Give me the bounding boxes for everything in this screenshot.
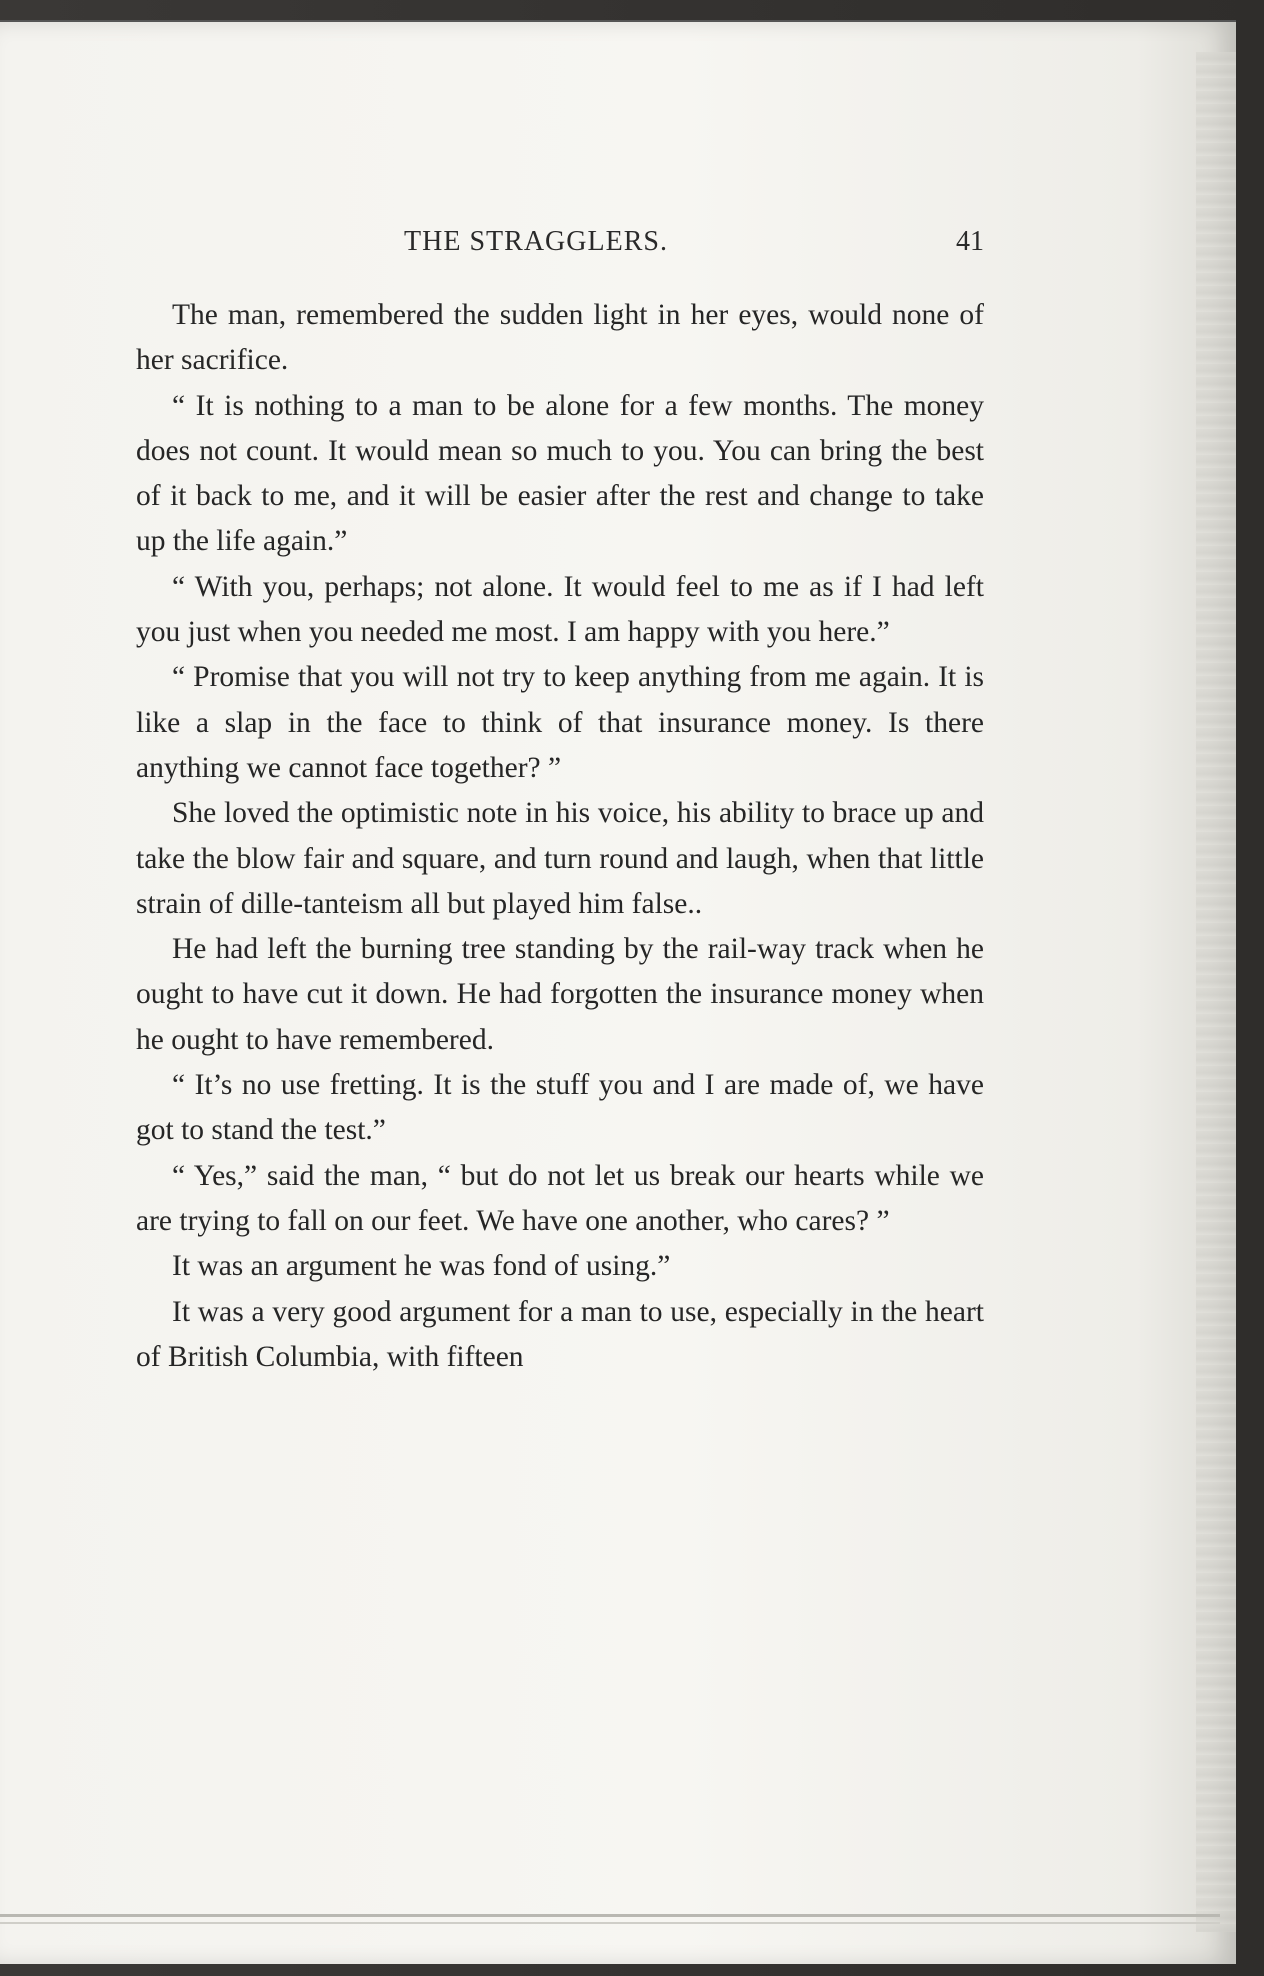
paragraph: She loved the optimistic note in his voice, his ability to brace up and take the blow fair and square, and turn round and laugh, when that little strain of dille-tanteism all but played him false.. [136, 797, 984, 920]
paragraph: “ It’s no use fretting. It is the stuff you and I are made of, we have got to stand the test.” [136, 1069, 984, 1147]
page-bottom-rule-secondary [0, 1922, 1220, 1924]
paragraph: “ Yes,” said the man, “ but do not let us break our hearts while we are trying to fall on our feet. We have one another, who cares? ” [136, 1159, 984, 1237]
paragraph: “ Promise that you will not try to keep anything from me again. It is like a slap in the face to think of that insurance money. Is there anything we cannot face together? ” [136, 661, 984, 784]
page-header [136, 226, 984, 266]
paragraph: It was a very good argument for a man to use, especially in the heart of British Columbia, with fifteen [136, 1295, 984, 1373]
paragraph: “ With you, perhaps; not alone. It would feel to me as if I had left you just when you needed me most. I am happy with you here.” [136, 570, 984, 649]
paragraph: The man, remembered the sudden light in her eyes, would none of her sacrifice. [136, 299, 984, 377]
page-number: 41 [956, 226, 984, 257]
body-text [136, 293, 984, 1380]
page-bottom-rule [0, 1914, 1220, 1917]
page-edge-shadow [1196, 52, 1236, 1932]
paragraph: He had left the burning tree standing by the rail-way track when he ought to have cut it down. He had forgotten the insurance money when he ought to have remembered. [136, 933, 984, 1056]
running-title: THE STRAGGLERS. [404, 226, 668, 257]
paragraph: “ It is nothing to a man to be alone for a few months. The money does not count. It would mean so much to you. You can bring the best of it back to me, and it will be easier after the rest and change to take up the life again.” [136, 389, 984, 558]
book-page [0, 20, 1236, 1964]
paragraph: It was an argument he was fond of using.” [172, 1250, 671, 1283]
